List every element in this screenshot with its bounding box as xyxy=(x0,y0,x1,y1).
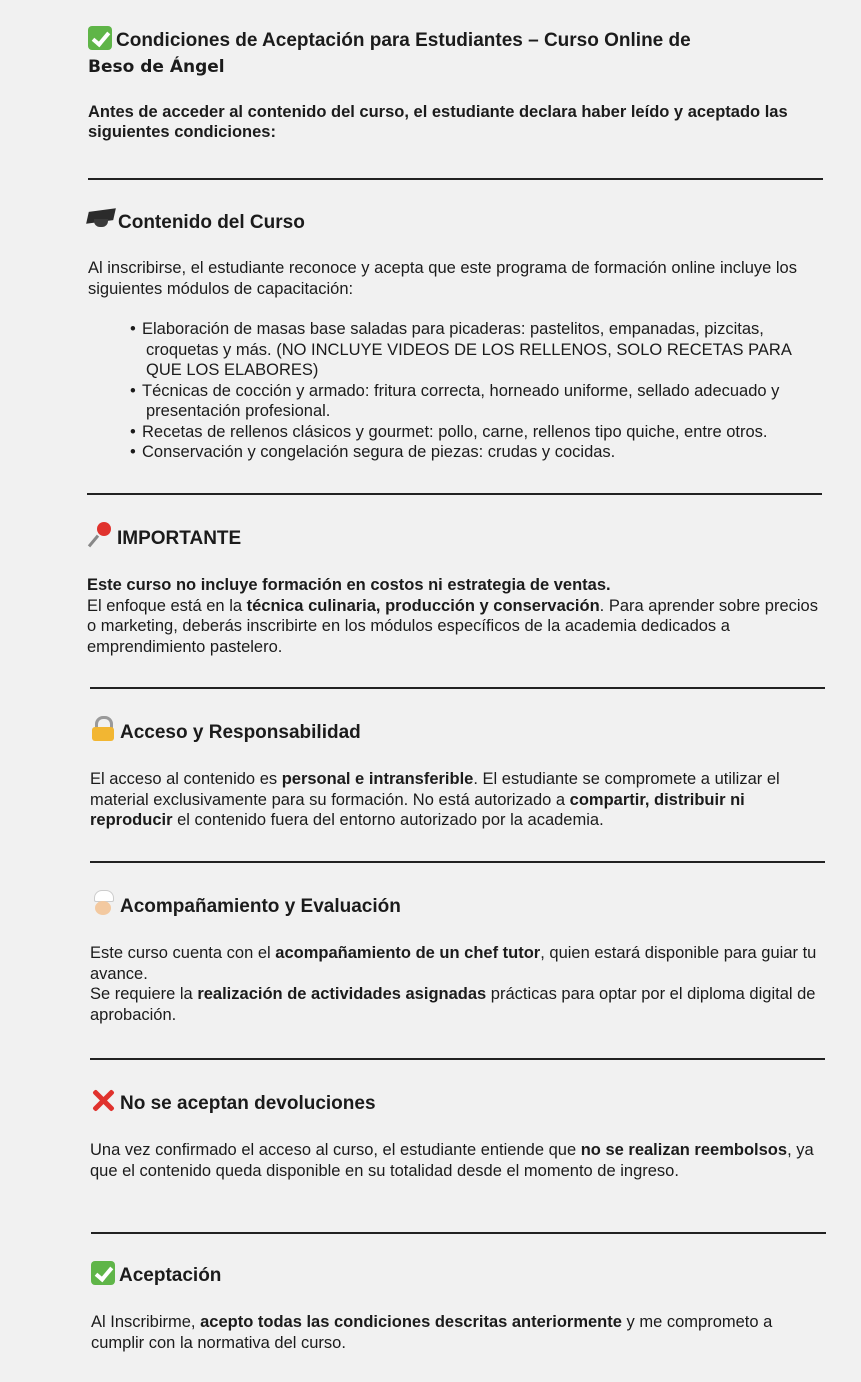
list-item-text: Técnicas de cocción y armado: fritura correcta, horneado uniforme, sellado adecuado y presentación profesional. xyxy=(142,381,780,420)
section-importante xyxy=(87,522,822,657)
section-heading xyxy=(87,522,822,552)
heading-text: IMPORTANTE xyxy=(117,528,242,549)
text-span: Se requiere la xyxy=(90,985,198,1003)
bold-span: no se realizan reembolsos xyxy=(580,1141,788,1159)
section-heading xyxy=(90,890,820,920)
divider xyxy=(90,687,825,689)
divider xyxy=(90,1058,825,1060)
check-mark-icon xyxy=(88,26,112,50)
document-title xyxy=(88,26,768,79)
section-heading xyxy=(90,1087,820,1117)
title-line-2: Beso de Ángel xyxy=(88,57,225,77)
check-mark-icon xyxy=(91,1261,115,1285)
importante-text xyxy=(87,596,822,658)
acompanamiento-text-2 xyxy=(90,984,820,1025)
bold-span: acepto todas las condiciones descritas anteriormente xyxy=(200,1313,622,1331)
list-item: • Elaboración de masas base saladas para picaderas: pastelitos, empanadas, pizcitas, croquetas y más. (NO INCLUYE VIDEOS DE LOS RELLENOS, SOLO RECETAS PARA QUE LOS ELABORES) xyxy=(130,320,791,379)
intro-text: Antes de acceder al contenido del curso, el estudiante declara haber leído y aceptado las siguientes condiciones: xyxy=(88,103,788,141)
divider xyxy=(88,178,823,180)
section-devoluciones xyxy=(90,1087,820,1181)
cross-mark-icon xyxy=(90,1087,116,1113)
text-span: , quien estará disponible para guiar tu avance. xyxy=(90,944,817,983)
divider xyxy=(91,1232,826,1234)
section-acceso xyxy=(90,716,820,831)
text-span: Al Inscribirme, xyxy=(91,1313,201,1331)
pushpin-icon xyxy=(87,522,113,548)
section-heading xyxy=(88,206,823,236)
graduation-cap-icon xyxy=(88,206,114,232)
importante-bold-line: Este curso no incluye formación en costos ni estrategia de ventas. xyxy=(87,576,611,594)
text-span: Este curso cuenta con el xyxy=(90,944,276,962)
list-item: • Técnicas de cocción y armado: fritura correcta, horneado uniforme, sellado adecuado y presentación profesional. xyxy=(130,381,780,420)
list-item-text: Conservación y congelación segura de piezas: crudas y cocidas. xyxy=(142,443,616,461)
text-span: prácticas para optar por el diploma digital de aprobación. xyxy=(90,985,816,1024)
list-item-text: Elaboración de masas base saladas para picaderas: pastelitos, empanadas, pizcitas, croquetas y más. (NO INCLUYE VIDEOS DE LOS RELLENOS, SOLO RECETAS PARA QUE LOS ELABORES) xyxy=(142,320,791,379)
lock-with-key-icon xyxy=(90,716,116,742)
list-item: • Recetas de rellenos clásicos y gourmet: pollo, carne, rellenos tipo quiche, entre otros. xyxy=(130,422,768,441)
module-list xyxy=(88,319,820,463)
divider xyxy=(87,493,822,495)
acompanamiento-text-1 xyxy=(90,943,820,984)
acceso-text xyxy=(90,769,820,831)
text-span: . Para aprender sobre precios o marketing, deberás inscribirte en los módulos específicos de la academia dedicados a emprendimiento pastelero. xyxy=(87,596,818,656)
heading-text: Contenido del Curso xyxy=(118,212,305,233)
devoluciones-text xyxy=(90,1140,820,1181)
section-contenido xyxy=(88,206,823,463)
bold-span: compartir, distribuir ni reproducir xyxy=(90,790,745,829)
chef-icon xyxy=(90,890,116,916)
section-aceptacion xyxy=(91,1261,826,1353)
text-span: y me comprometo a cumplir con la normativa del curso. xyxy=(91,1313,773,1352)
bold-span: acompañamiento de un chef tutor xyxy=(275,944,541,962)
list-item-text: Recetas de rellenos clásicos y gourmet: pollo, carne, rellenos tipo quiche, entre otros. xyxy=(142,422,768,441)
bold-span: realización de actividades asignadas xyxy=(197,985,487,1003)
title-line-1: Condiciones de Aceptación para Estudiantes – Curso Online de xyxy=(116,30,691,51)
heading-text: Acompañamiento y Evaluación xyxy=(120,896,401,917)
aceptacion-text xyxy=(91,1312,826,1353)
section-acompanamiento xyxy=(90,890,820,1025)
text-span: el contenido fuera del entorno autorizado por la academia. xyxy=(172,811,604,829)
contenido-text: Al inscribirse, el estudiante reconoce y acepta que este programa de formación online incluye los siguientes módulos de capacitación: xyxy=(88,259,797,298)
divider xyxy=(90,861,825,863)
text-span: El enfoque está en la xyxy=(87,596,247,615)
section-heading xyxy=(91,1261,826,1289)
heading-text: Acceso y Responsabilidad xyxy=(120,722,361,743)
heading-text: No se aceptan devoluciones xyxy=(120,1093,376,1114)
heading-text: Aceptación xyxy=(119,1265,222,1286)
bold-span: técnica culinaria, producción y conservación xyxy=(246,596,600,615)
list-item: • Conservación y congelación segura de piezas: crudas y cocidas. xyxy=(130,443,616,461)
bold-span: personal e intransferible xyxy=(281,770,474,788)
text-span: , ya que el contenido queda disponible en su totalidad desde el momento de ingreso. xyxy=(90,1141,814,1180)
text-span: El acceso al contenido es xyxy=(90,770,282,788)
section-heading xyxy=(90,716,820,746)
text-span: Una vez confirmado el acceso al curso, el estudiante entiende que xyxy=(90,1141,581,1159)
text-span: . El estudiante se compromete a utilizar el material exclusivamente para su formación. No está autorizado a xyxy=(90,770,780,809)
